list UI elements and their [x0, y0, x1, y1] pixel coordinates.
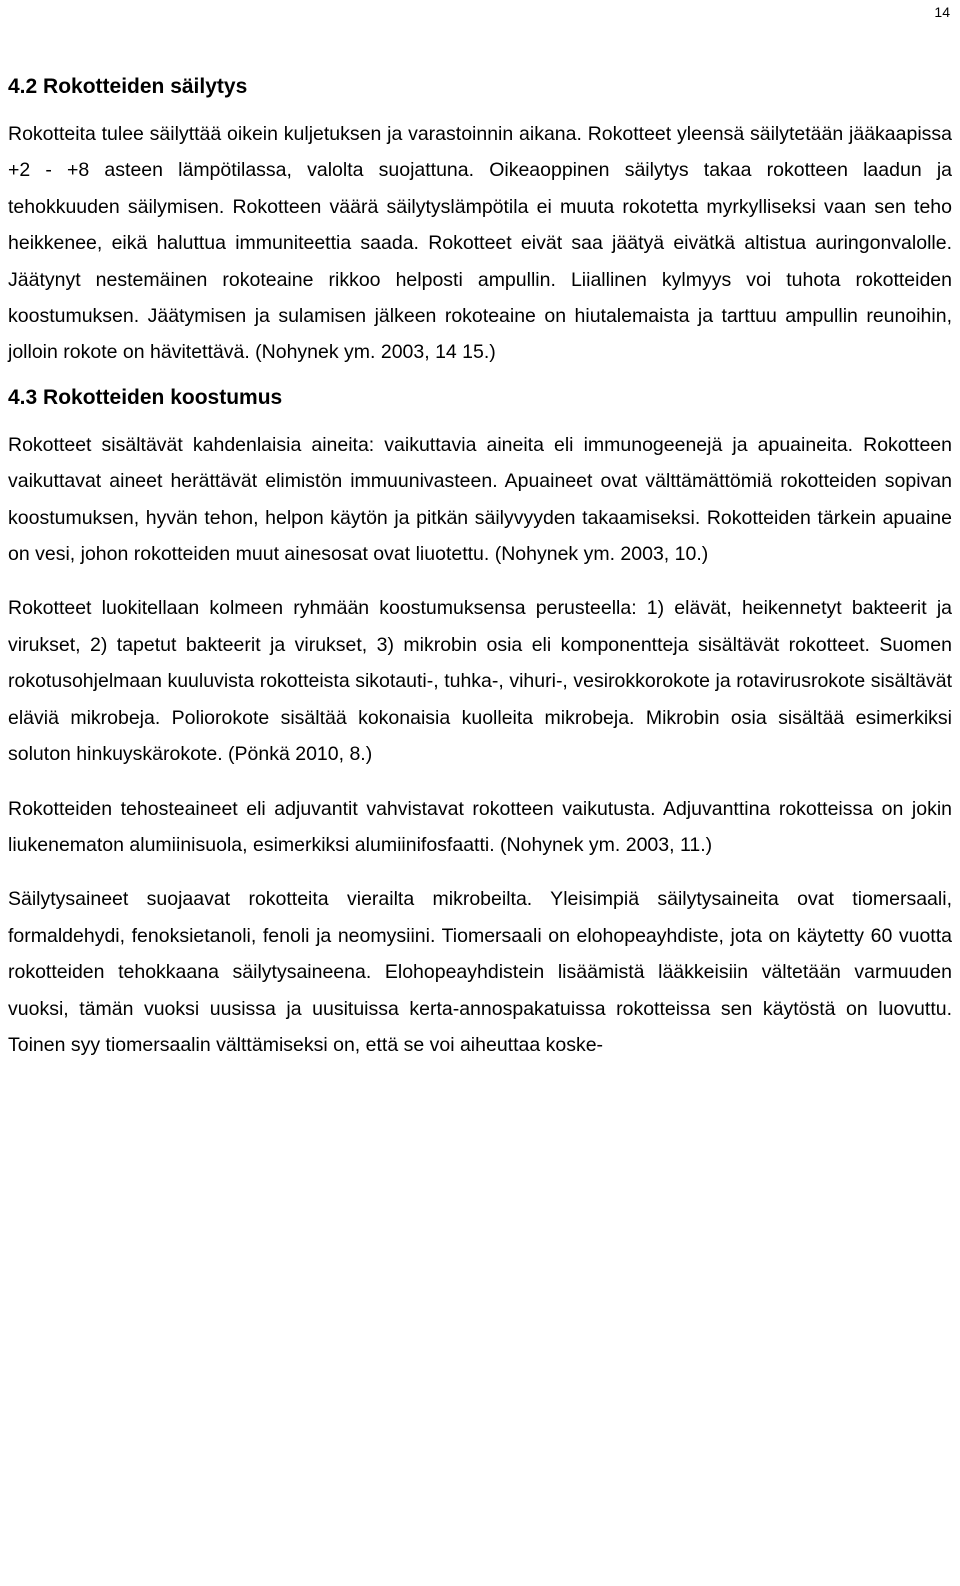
paragraph-classification: Rokotteet luokitellaan kolmeen ryhmään koostumuksensa perusteella: 1) elävät, heikennetyt bakteerit ja virukset, 2) tapetut bakteerit ja virukset, 3) mikrobin osia eli komponentteja sisältävät rokotteet. Suomen rokotusohjelmaan kuuluvista rokotteista sikotauti-, tuhka-, vihuri-, vesirokkorokote ja rotavirusrokote sisältävät eläviä mikrobeja. Poliorokote sisältää kokonaisia kuolleita mikrobeja. Mikrobin osia sisältää esimerkiksi soluton hinkuyskärokote. (Pönkä 2010, 8.)	[8, 597, 952, 766]
section-heading-storage: 4.2 Rokotteiden säilytys	[8, 75, 248, 98]
paragraph-preservatives: Säilytysaineet suojaavat rokotteita vierailta mikrobeilta. Yleisimpiä säilytysaineita ovat tiomersaali, formaldehydi, fenoksietanoli, fenoli ja neomysiini. Tiomersaali on elohopeayhdiste, jota on käytetty 60 vuotta rokotteiden tehokkaana säilytysaineena. Elohopeayhdistein lisäämistä lääkkeisiin vältetään varmuuden vuoksi, tämän vuoksi uusissa ja uusituissa kerta-annospakatuissa rokotteissa sen käytöstä on luovuttu. Toinen syy tiomersaalin välttämiseksi on, että se voi aiheuttaa koske-	[8, 888, 952, 1056]
document-body	[8, 74, 952, 1063]
paragraph-storage: Rokotteita tulee säilyttää oikein kuljetuksen ja varastoinnin aikana. Rokotteet yleensä säilytetään jääkaapissa +2 - +8 asteen lämpötilassa, valolta suojattuna. Oikeaoppinen säilytys takaa rokotteen laadun ja tehokkuuden säilymisen. Rokotteen väärä säilytyslämpötila ei muuta rokotetta myrkylliseksi vaan sen teho heikkenee, eikä haluttua immuniteettia saada. Rokotteet eivät saa jäätyä eivätkä altistua auringonvalolle. Jäätynyt nestemäinen rokoteaine rikkoo helposti ampullin. Liiallinen kylmyys voi tuhota rokotteiden koostumuksen. Jäätymisen ja sulamisen jälkeen rokoteaine on hiutalemaista ja tarttuu ampullin reunoihin, jolloin rokote on hävitettävä. (Nohynek ym. 2003, 14 15.)	[8, 123, 952, 364]
section-heading-composition: 4.3 Rokotteiden koostumus	[8, 385, 283, 409]
paragraph-adjuvants: Rokotteiden tehosteaineet eli adjuvantit vahvistavat rokotteen vaikutusta. Adjuvanttina rokotteissa on jokin liukenematon alumiinisuola, esimerkiksi alumiinifosfaatti. (Nohynek ym. 2003, 11.)	[8, 797, 952, 856]
page-number: 14	[934, 4, 950, 20]
paragraph-composition-intro: Rokotteet sisältävät kahdenlaisia aineita: vaikuttavia aineita eli immunogeenejä ja apuaineita. Rokotteen vaikuttavat aineet herättävät elimistön immuunivasteen. Apuaineet ovat välttämättömiä rokotteiden sopivan koostumuksen, hyvän tehon, helpon käytön ja pitkän säilyvyyden takaamiseksi. Rokotteiden tärkein apuaine on vesi, johon rokotteiden muut ainesosat ovat liuotettu. (Nohynek ym. 2003, 10.)	[8, 433, 952, 566]
